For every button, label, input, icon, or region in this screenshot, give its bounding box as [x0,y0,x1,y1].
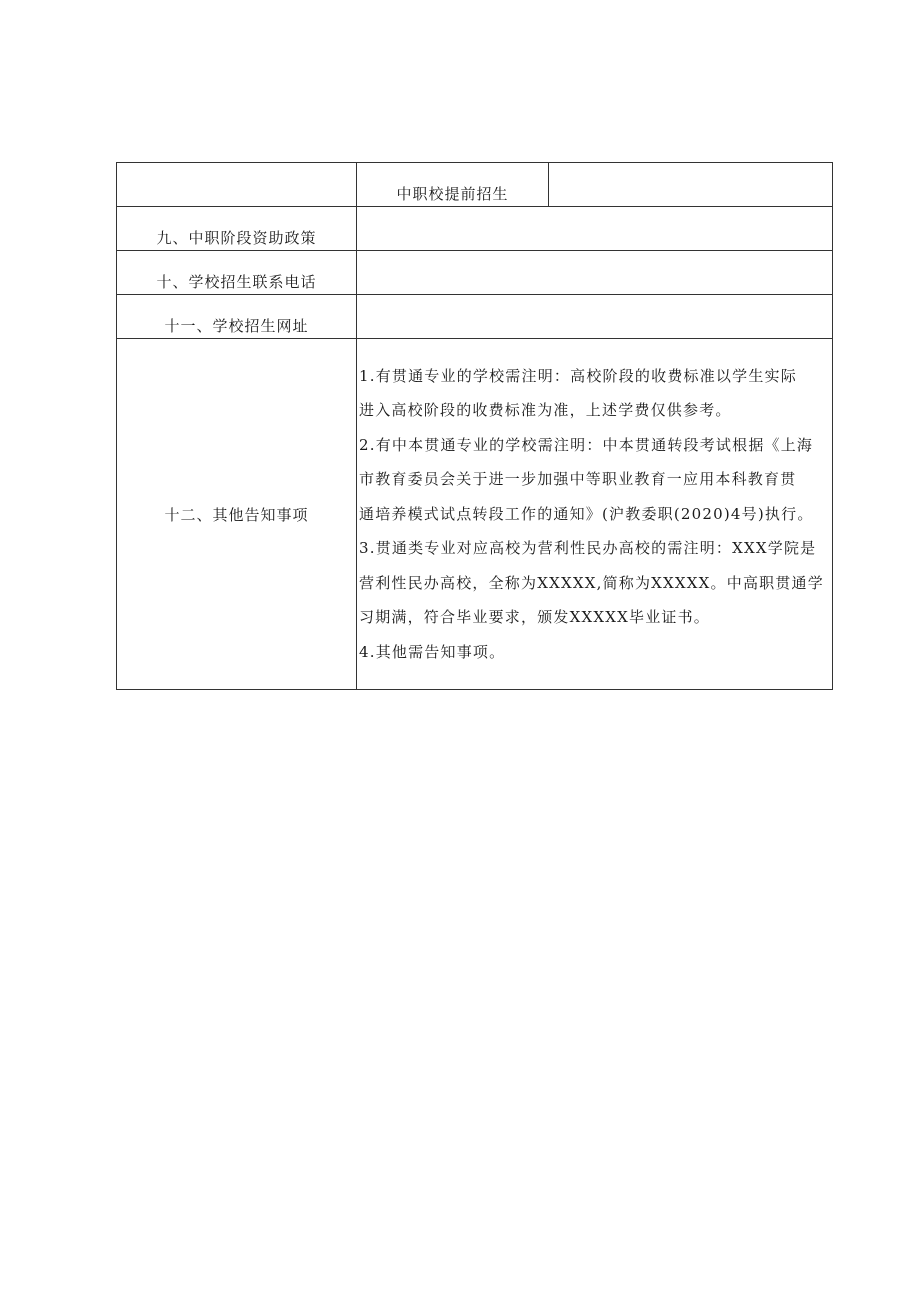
row-top-label-cell [117,163,357,207]
notice-line: 4.其他需告知事项。 [359,642,506,661]
table-row-other-notices [117,339,833,690]
notice-line: 进入高校阶段的收费标准为准，上述学费仅供参考。 [359,401,732,420]
notice-line: 营利性民办高校，全称为XXXXX,简称为XXXXX。中高职贯通学 [359,573,824,592]
other-notices-content [357,339,833,690]
table-row-contact-phone [117,251,833,295]
notice-line: 1.有贯通专业的学校需注明：高校阶段的收费标准以学生实际 [359,366,797,385]
other-notices-label: 十二、其他告知事项 [117,339,357,690]
website-label: 十一、学校招生网址 [117,295,357,339]
notice-line: 2.有中本贯通专业的学校需注明：中本贯通转段考试根据《上海 [359,435,814,454]
contact-phone-value [357,251,833,295]
info-table [116,162,833,690]
notice-line: 3.贯通类专业对应高校为营利性民办高校的需注明：XXX学院是 [359,539,817,558]
notice-line: 习期满，符合毕业要求，颁发XXXXX毕业证书。 [359,608,710,627]
contact-phone-label: 十、学校招生联系电话 [117,251,357,295]
website-value [357,295,833,339]
funding-policy-label: 九、中职阶段资助政策 [117,207,357,251]
table-row-early-enrollment [117,163,833,207]
early-enrollment-value [549,163,832,206]
notice-line: 市教育委员会关于进一步加强中等职业教育一应用本科教育贯 [359,470,797,489]
row-top-value-cell [357,163,833,207]
table-row-funding-policy [117,207,833,251]
funding-policy-value [357,207,833,251]
early-enrollment-label: 中职校提前招生 [357,163,549,206]
notice-line: 通培养模式试点转段工作的通知》(沪教委职(2020)4号)执行。 [359,504,814,523]
table-row-website [117,295,833,339]
